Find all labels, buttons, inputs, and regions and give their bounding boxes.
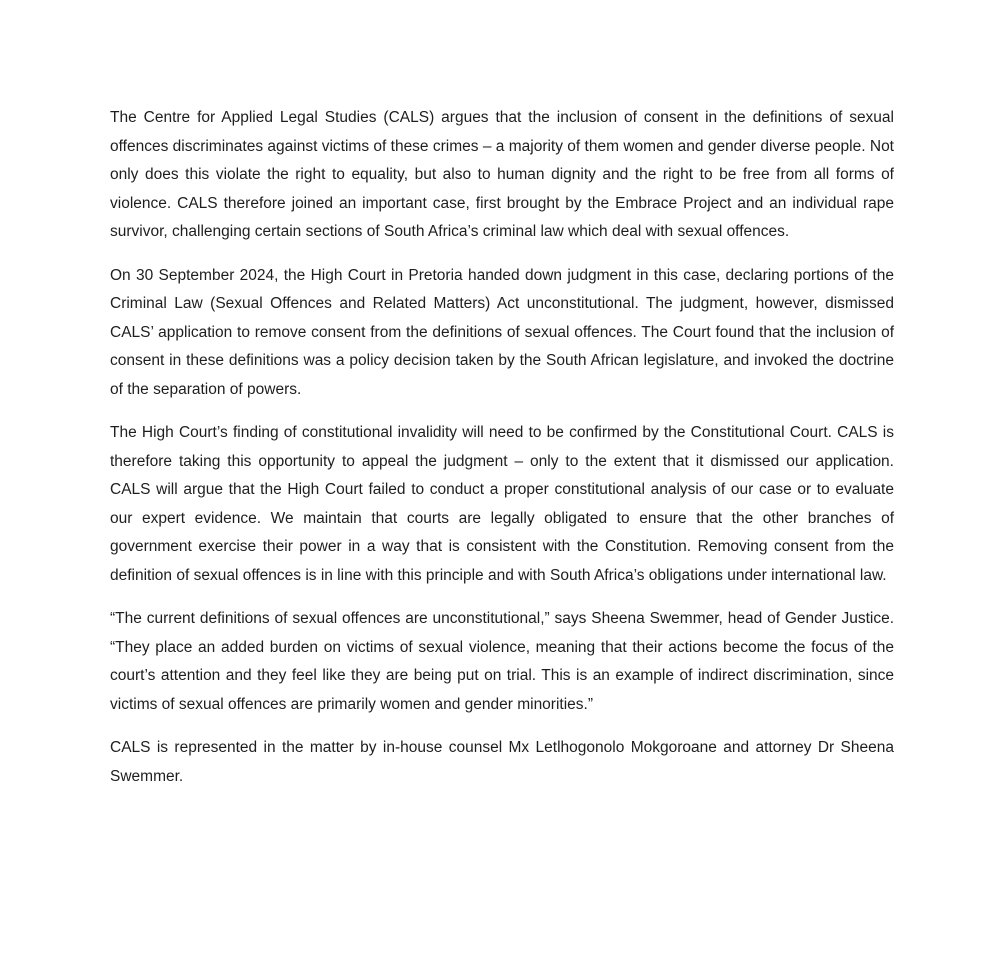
paragraph-high-court-judgment: On 30 September 2024, the High Court in Pretoria handed down judgment in this case, declaring portions of the Criminal Law (Sexual Offences and Related Matters) Act unconstitutional. The judgment, however, dismissed CALS’ application to remove consent from the definitions of sexual offences. The Court found that the inclusion of consent in these definitions was a policy decision taken by the South African legislature, and invoked the doctrine of the separation of powers. [110,266,894,398]
paragraph-legal-representation: CALS is represented in the matter by in-house counsel Mx Letlhogonolo Mokgoroane and attorney Dr Sheena Swemmer. [110,739,894,785]
paragraph-appeal-grounds: The High Court’s finding of constitutional invalidity will need to be confirmed by the Constitutional Court. CALS is therefore taking this opportunity to appeal the judgment – only to the extent that it dismissed our application. CALS will argue that the High Court failed to conduct a proper constitutional analysis of our case or to evaluate our expert evidence. We maintain that courts are legally obligated to ensure that the other branches of government exercise their power in a way that is consistent with the Constitution. Removing consent from the definition of sexual offences is in line with this principle and with South Africa’s obligations under international law. [110,424,894,584]
paragraph-intro-cals-argument: The Centre for Applied Legal Studies (CALS) argues that the inclusion of consent in the definitions of sexual offences discriminates against victims of these crimes – a majority of them women and gender diverse people. Not only does this violate the right to equality, but also to human dignity and the right to be free from all forms of violence. CALS therefore joined an important case, first brought by the Embrace Project and an individual rape survivor, challenging certain sections of South Africa’s criminal law which deal with sexual offences. [110,109,894,240]
document-text-block [110,104,894,806]
paragraph-sheena-swemmer-quote: “The current definitions of sexual offences are unconstitutional,” says Sheena Swemmer, head of Gender Justice. “They place an added burden on victims of sexual violence, meaning that their actions become the focus of the court’s attention and they feel like they are being put on trial. This is an example of indirect discrimination, since victims of sexual offences are primarily women and gender minorities.” [110,610,894,713]
